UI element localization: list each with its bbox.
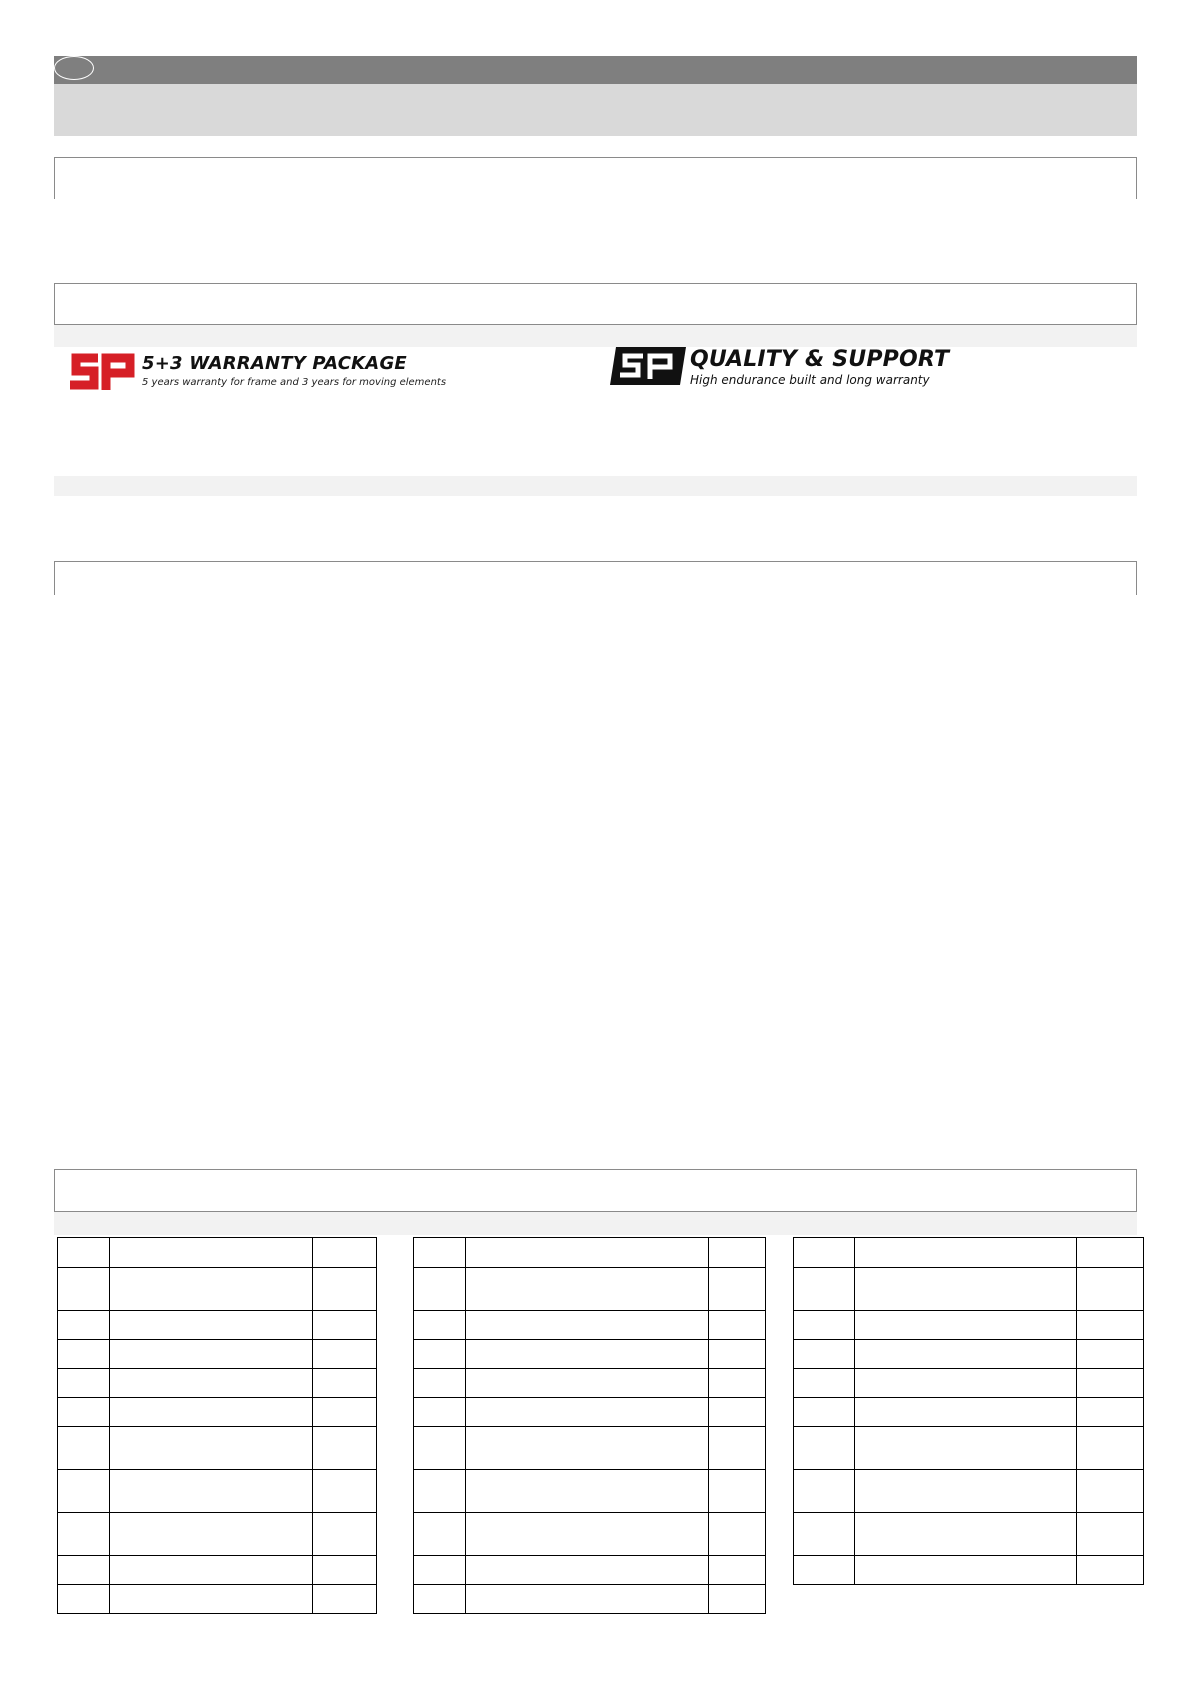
table-row — [414, 1369, 766, 1398]
table-cell — [58, 1238, 110, 1268]
header-subbar — [54, 84, 1137, 136]
table-cell — [794, 1238, 855, 1268]
table-cell — [414, 1513, 466, 1556]
table-row — [414, 1470, 766, 1513]
table-row — [414, 1340, 766, 1369]
table-cell — [58, 1556, 110, 1585]
table-cell — [313, 1427, 377, 1470]
table-cell — [313, 1340, 377, 1369]
table-cell — [1077, 1513, 1144, 1556]
table-cell — [466, 1398, 709, 1427]
table-cell — [466, 1311, 709, 1340]
table-cell — [709, 1369, 766, 1398]
table-cell — [466, 1427, 709, 1470]
table-cell — [110, 1311, 313, 1340]
parts-table — [57, 1237, 377, 1614]
table-cell — [466, 1340, 709, 1369]
table-cell — [709, 1238, 766, 1268]
table-cell — [58, 1427, 110, 1470]
table-header-row — [414, 1238, 766, 1268]
table-row — [414, 1556, 766, 1585]
table-row — [794, 1369, 1144, 1398]
table-cell — [1077, 1398, 1144, 1427]
table-cell — [855, 1398, 1077, 1427]
table-cell — [855, 1513, 1077, 1556]
table-row — [794, 1340, 1144, 1369]
table-cell — [709, 1556, 766, 1585]
table-cell — [466, 1369, 709, 1398]
section-box-5 — [54, 1169, 1137, 1212]
table-header-row — [58, 1238, 377, 1268]
table-row — [414, 1268, 766, 1311]
table-cell — [855, 1340, 1077, 1369]
table-cell — [313, 1369, 377, 1398]
table-cell — [58, 1340, 110, 1369]
table-cell — [709, 1311, 766, 1340]
table-cell — [313, 1238, 377, 1268]
table-row — [414, 1311, 766, 1340]
table-cell — [855, 1427, 1077, 1470]
table-cell — [855, 1268, 1077, 1311]
table-cell — [794, 1470, 855, 1513]
warranty-logo-subtitle: 5 years warranty for frame and 3 years for moving elements — [142, 377, 447, 388]
table-row — [794, 1311, 1144, 1340]
table-row — [414, 1585, 766, 1614]
table-cell — [709, 1470, 766, 1513]
table-row — [794, 1556, 1144, 1585]
table-cell — [58, 1369, 110, 1398]
table-cell — [794, 1340, 855, 1369]
table-cell — [110, 1427, 313, 1470]
table-row — [58, 1470, 377, 1513]
table-cell — [58, 1398, 110, 1427]
table-cell — [414, 1311, 466, 1340]
table-cell — [855, 1238, 1077, 1268]
table-row — [58, 1427, 377, 1470]
table-cell — [1077, 1311, 1144, 1340]
table-cell — [794, 1268, 855, 1311]
table-cell — [1077, 1470, 1144, 1513]
table-cell — [110, 1340, 313, 1369]
table-cell — [414, 1238, 466, 1268]
section-strip-3 — [54, 476, 1137, 496]
section-strip-5 — [54, 1212, 1137, 1235]
language-badge — [54, 56, 94, 80]
table-row — [794, 1513, 1144, 1556]
table-row — [794, 1427, 1144, 1470]
table-row — [58, 1585, 377, 1614]
table-row — [58, 1513, 377, 1556]
section-box-4 — [54, 561, 1137, 595]
table-cell — [709, 1427, 766, 1470]
table-row — [794, 1268, 1144, 1311]
table-cell — [58, 1585, 110, 1614]
table-cell — [794, 1427, 855, 1470]
table-cell — [110, 1369, 313, 1398]
table-cell — [313, 1311, 377, 1340]
table-cell — [466, 1470, 709, 1513]
table-cell — [1077, 1427, 1144, 1470]
table-cell — [414, 1427, 466, 1470]
table-cell — [313, 1268, 377, 1311]
table-cell — [110, 1513, 313, 1556]
table-cell — [1077, 1238, 1144, 1268]
table-cell — [58, 1470, 110, 1513]
table-cell — [794, 1311, 855, 1340]
table-cell — [1077, 1556, 1144, 1585]
table-row — [58, 1340, 377, 1369]
section-box-2 — [54, 283, 1137, 325]
table-cell — [414, 1398, 466, 1427]
table-row — [794, 1470, 1144, 1513]
table-cell — [110, 1470, 313, 1513]
table-row — [58, 1556, 377, 1585]
table-row — [414, 1513, 766, 1556]
header-bar — [54, 56, 1137, 84]
table-header-row — [794, 1238, 1144, 1268]
table-cell — [58, 1311, 110, 1340]
table-cell — [414, 1268, 466, 1311]
table-cell — [110, 1398, 313, 1427]
table-cell — [110, 1238, 313, 1268]
table-cell — [709, 1585, 766, 1614]
table-cell — [1077, 1369, 1144, 1398]
table-cell — [709, 1513, 766, 1556]
table-row — [58, 1311, 377, 1340]
table-cell — [1077, 1268, 1144, 1311]
table-cell — [794, 1398, 855, 1427]
table-cell — [794, 1513, 855, 1556]
table-row — [414, 1398, 766, 1427]
parts-table — [413, 1237, 766, 1614]
table-cell — [466, 1268, 709, 1311]
table-cell — [414, 1470, 466, 1513]
table-cell — [855, 1369, 1077, 1398]
sp-black-logo-icon — [610, 347, 686, 385]
table-cell — [709, 1398, 766, 1427]
table-cell — [709, 1340, 766, 1369]
table-cell — [1077, 1340, 1144, 1369]
table-cell — [709, 1268, 766, 1311]
warranty-logo-title: 5+3 WARRANTY PACKAGE — [142, 353, 407, 374]
table-row — [794, 1398, 1144, 1427]
table-cell — [414, 1556, 466, 1585]
table-cell — [58, 1268, 110, 1311]
section-box-1 — [54, 157, 1137, 199]
table-cell — [466, 1513, 709, 1556]
table-cell — [414, 1369, 466, 1398]
section-strip-2 — [54, 325, 1137, 347]
table-cell — [414, 1340, 466, 1369]
table-cell — [855, 1470, 1077, 1513]
parts-table — [793, 1237, 1144, 1585]
quality-logo-subtitle: High endurance built and long warranty — [690, 373, 930, 387]
table-cell — [313, 1513, 377, 1556]
table-row — [58, 1369, 377, 1398]
table-cell — [110, 1268, 313, 1311]
table-cell — [466, 1556, 709, 1585]
sp-red-logo-icon — [68, 352, 138, 392]
table-cell — [466, 1238, 709, 1268]
table-cell — [110, 1585, 313, 1614]
table-cell — [794, 1369, 855, 1398]
table-cell — [414, 1585, 466, 1614]
table-cell — [58, 1513, 110, 1556]
table-row — [58, 1268, 377, 1311]
quality-logo-title: QUALITY & SUPPORT — [690, 347, 950, 372]
table-cell — [855, 1311, 1077, 1340]
table-cell — [110, 1556, 313, 1585]
table-cell — [466, 1585, 709, 1614]
table-cell — [313, 1398, 377, 1427]
table-cell — [313, 1585, 377, 1614]
table-cell — [313, 1556, 377, 1585]
table-row — [414, 1427, 766, 1470]
table-row — [58, 1398, 377, 1427]
table-cell — [313, 1470, 377, 1513]
table-cell — [855, 1556, 1077, 1585]
table-cell — [794, 1556, 855, 1585]
